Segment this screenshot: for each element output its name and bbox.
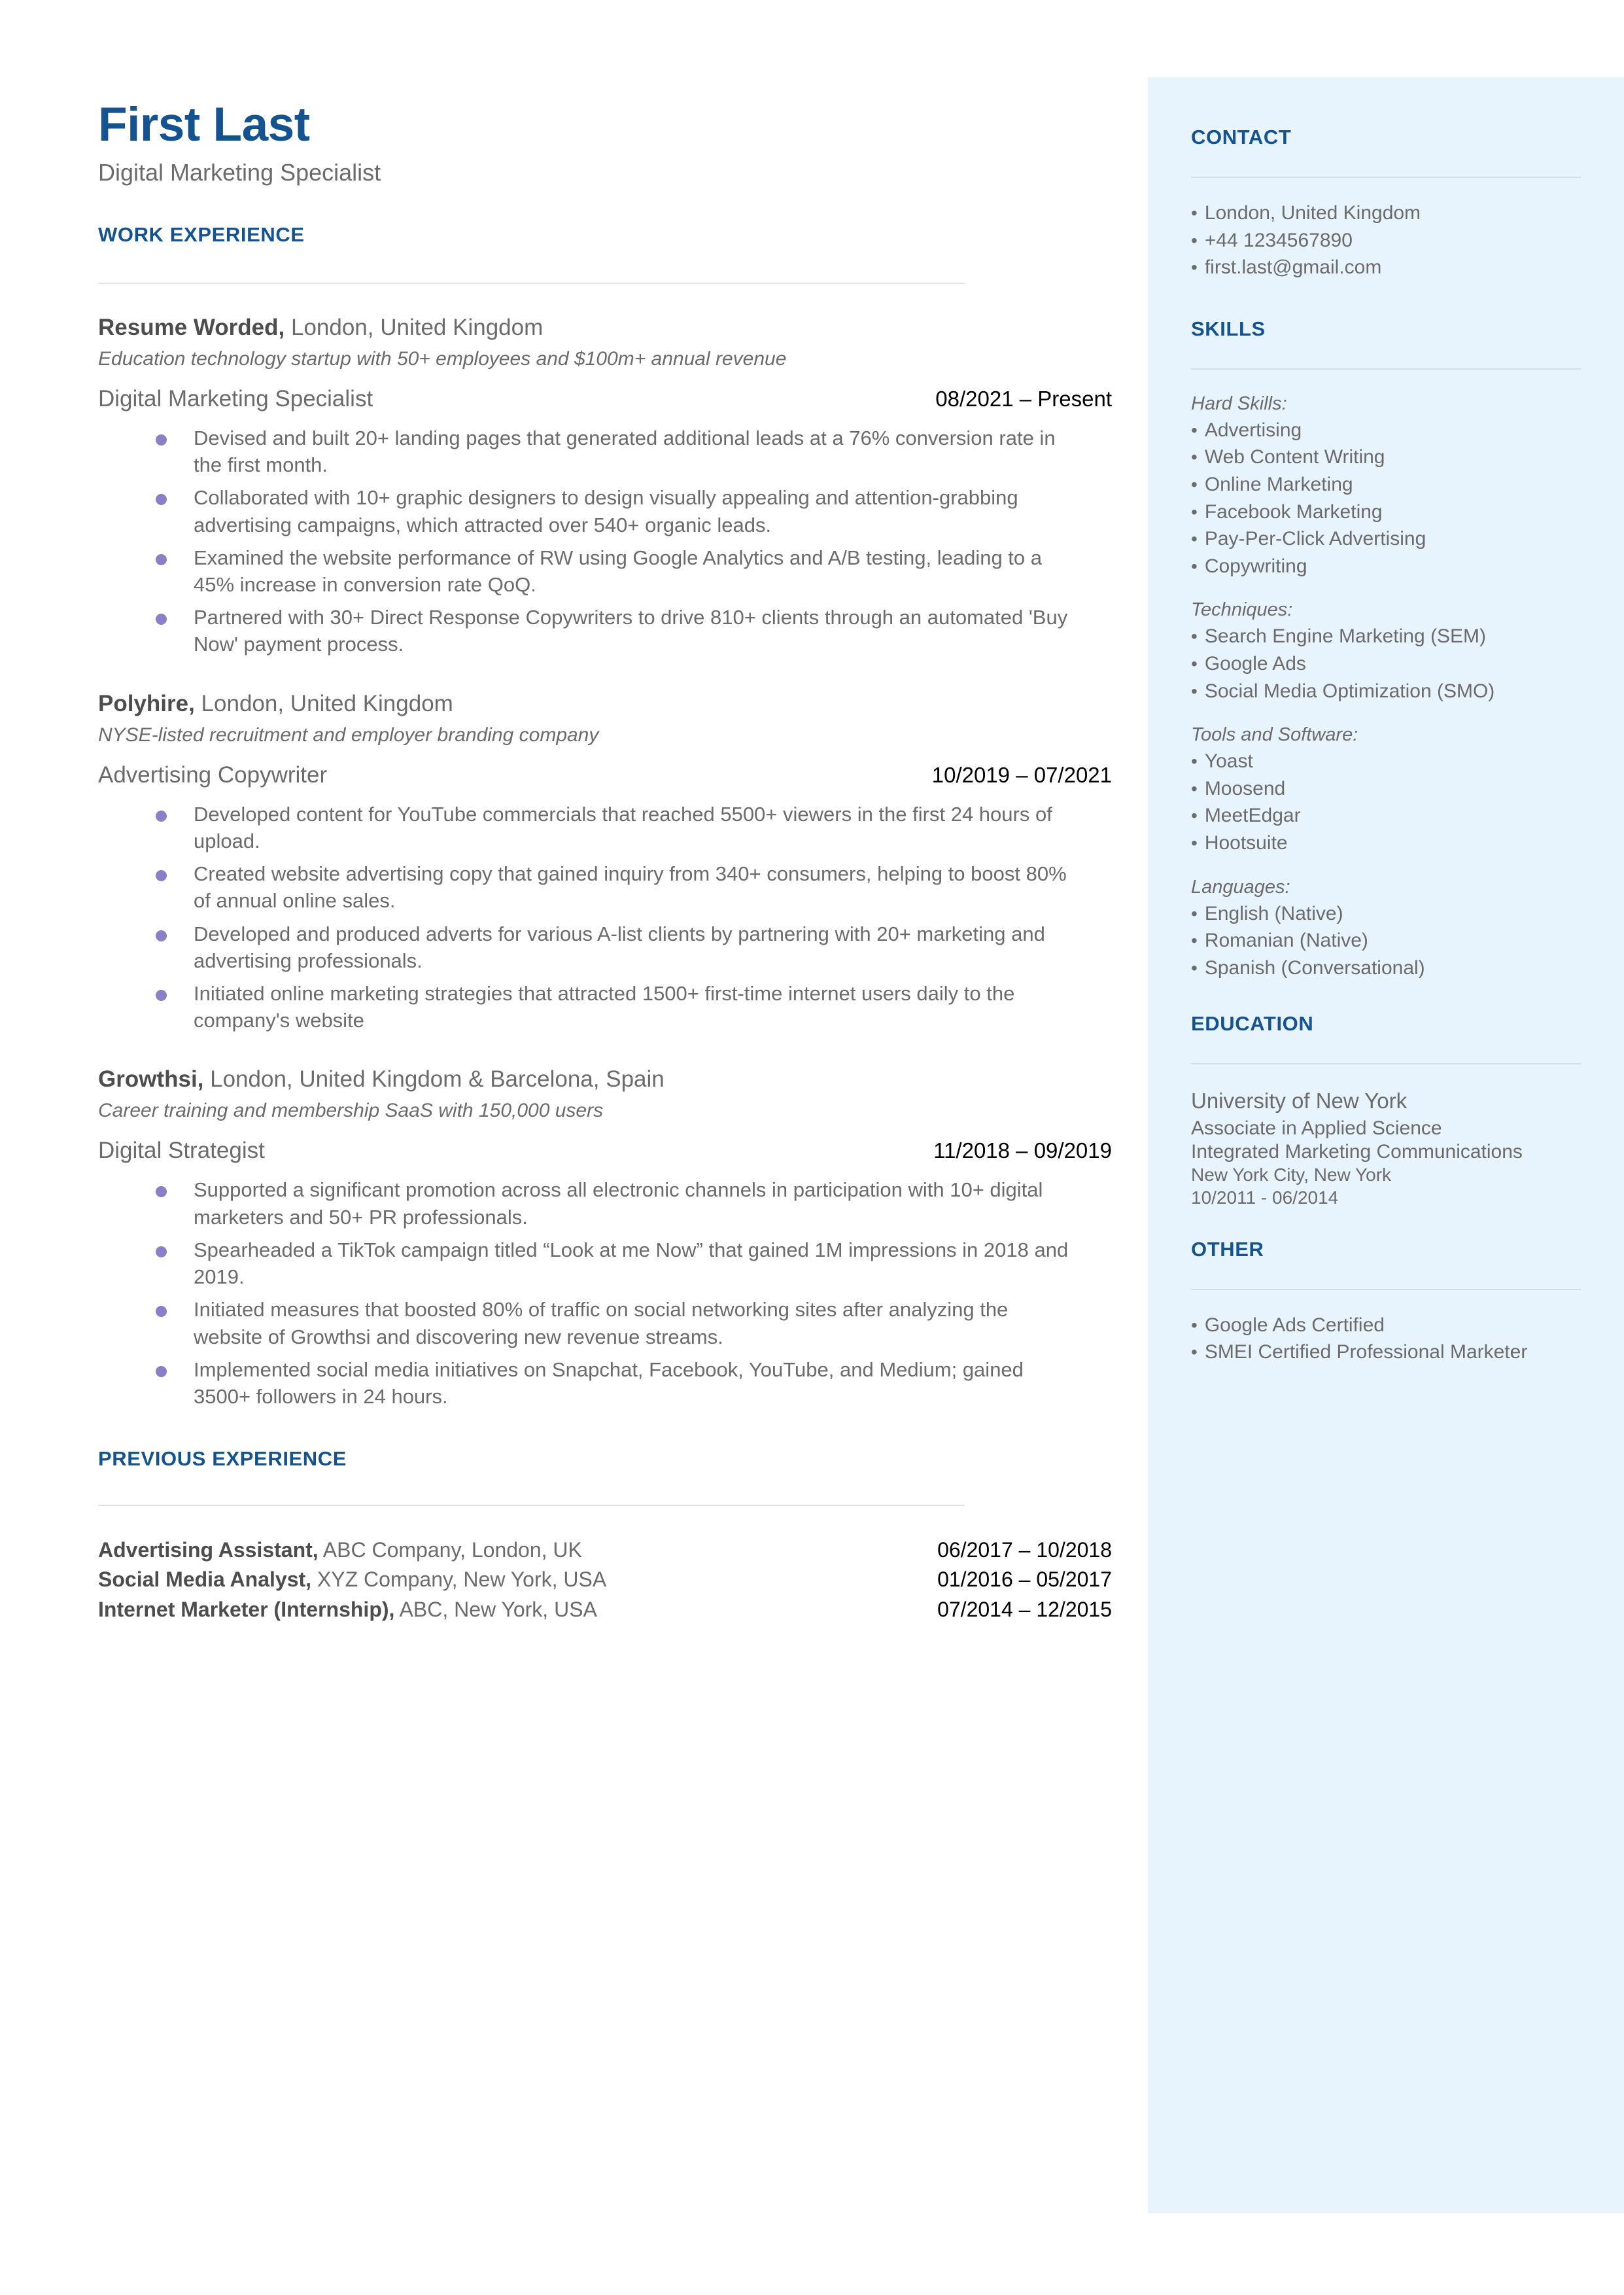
previous-role-company: ABC, New York, USA — [394, 1597, 597, 1621]
skill-item: • Romanian (Native) — [1191, 930, 1368, 952]
education-degree: Associate in Applied Science — [1191, 1117, 1442, 1139]
job-bullet: Examined the website performance of RW using Google Analytics and A/B testing, leading to a 45% increase in conversion rate QoQ. — [156, 544, 1071, 598]
education-school: University of New York — [1191, 1089, 1408, 1113]
skill-item: • MeetEdgar — [1191, 805, 1301, 827]
list-bullet-icon: • — [1191, 653, 1198, 674]
education-dates: 10/2011 - 06/2014 — [1191, 1187, 1339, 1208]
list-bullet-icon: • — [1191, 1314, 1198, 1335]
job-bullet: Created website advertising copy that gained inquiry from 340+ consumers, helping to boost 80% of annual online sales. — [156, 860, 1071, 914]
job-bullet: Spearheaded a TikTok campaign titled “Look at me Now” that gained 1M impressions in 2018 and 2019. — [156, 1236, 1071, 1290]
education-divider — [1191, 1063, 1581, 1064]
skills-group-label: Tools and Software: — [1191, 724, 1358, 746]
contact-item-email[interactable] — [1191, 256, 1581, 280]
list-bullet-icon: • — [1191, 419, 1198, 440]
job-bullet-list — [98, 425, 1118, 658]
page-title: First Last — [98, 98, 310, 151]
job-dates: 08/2021 – Present — [935, 386, 1112, 411]
job-company-name: Polyhire, — [98, 690, 195, 716]
list-bullet-icon: • — [1191, 903, 1198, 924]
skill-item: • Web Content Writing — [1191, 446, 1385, 468]
job-bullet: Initiated online marketing strategies that attracted 1500+ first-time internet users daily to the company's website — [156, 980, 1071, 1034]
job-dates: 11/2018 – 09/2019 — [933, 1138, 1112, 1163]
skill-item: • Pay-Per-Click Advertising — [1191, 528, 1426, 550]
job-company-line — [98, 314, 1118, 342]
job-company-location: London, United Kingdom — [285, 314, 544, 340]
skills-group-tools — [1191, 724, 1581, 855]
previous-role-company: ABC Company, London, UK — [318, 1538, 582, 1562]
list-bullet-icon: • — [1191, 680, 1198, 701]
contact-list — [1191, 201, 1581, 280]
education-field: Integrated Marketing Communications — [1191, 1141, 1523, 1163]
job-company-location: London, United Kingdom — [194, 690, 453, 716]
skill-item: • Hootsuite — [1191, 832, 1288, 854]
sidebar-heading-skills: SKILLS — [1191, 317, 1266, 340]
skill-item: • Online Marketing — [1191, 473, 1353, 495]
skill-item: • English (Native) — [1191, 902, 1343, 924]
list-bullet-icon: • — [1191, 501, 1198, 522]
list-bullet-icon: • — [1191, 203, 1198, 223]
previous-experience-row — [98, 1596, 1112, 1623]
previous-experience-row — [98, 1566, 1112, 1593]
job-dates: 10/2019 – 07/2021 — [931, 762, 1112, 787]
job-bullet: Partnered with 30+ Direct Response Copywriters to drive 810+ clients through an automated 'Buy Now' payment process. — [156, 604, 1071, 657]
skill-item: • Search Engine Marketing (SEM) — [1191, 625, 1486, 648]
skill-item: • Yoast — [1191, 750, 1253, 773]
job-bullet: Supported a significant promotion across all electronic channels in participation with 10+ digital marketers and 50+ PR professionals. — [156, 1176, 1071, 1230]
previous-role-dates: 06/2017 – 10/2018 — [937, 1538, 1112, 1562]
list-bullet-icon: • — [1191, 626, 1198, 647]
skill-item: • Facebook Marketing — [1191, 500, 1383, 523]
skills-group-label: Hard Skills: — [1191, 393, 1287, 414]
previous-role-dates: 07/2014 – 12/2015 — [937, 1597, 1112, 1621]
job-company-line — [98, 1066, 1118, 1093]
previous-role-title: Internet Marketer (Internship), — [98, 1597, 395, 1621]
education-location: New York City, New York — [1191, 1165, 1392, 1185]
job-title: Digital Marketing Specialist — [98, 385, 373, 412]
job-title: Advertising Copywriter — [98, 762, 328, 788]
list-bullet-icon: • — [1191, 1342, 1198, 1363]
previous-role-line — [98, 1536, 582, 1564]
skill-item: • Moosend — [1191, 777, 1286, 799]
job-bullet: Developed and produced adverts for various A-list clients by partnering with 20+ marketing and advertising professionals. — [156, 920, 1071, 974]
skills-divider — [1191, 368, 1581, 370]
job-bullet: Initiated measures that boosted 80% of traffic on social networking sites after analyzing the website of Growthsi and discovering new revenue streams. — [156, 1296, 1071, 1350]
list-bullet-icon: • — [1191, 778, 1198, 799]
job-company-name: Resume Worded, — [98, 314, 285, 340]
list-bullet-icon: • — [1191, 230, 1198, 251]
job-company-description: Career training and membership SaaS with 150,000 users — [98, 1100, 604, 1122]
job-bullet: Collaborated with 10+ graphic designers to design visually appealing and attention-grabbing advertising campaigns, which attracted over 540+ organic leads. — [156, 484, 1071, 538]
sidebar-heading-contact: CONTACT — [1191, 126, 1292, 149]
job-bullet: Implemented social media initiatives on Snapchat, Facebook, YouTube, and Medium; gained 3500+ followers in 24 hours. — [156, 1356, 1071, 1410]
previous-role-title: Social Media Analyst, — [98, 1568, 312, 1592]
list-bullet-icon: • — [1191, 832, 1198, 853]
previous-experience-row — [98, 1536, 1112, 1564]
list-bullet-icon: • — [1191, 257, 1198, 278]
contact-divider — [1191, 177, 1581, 178]
job-bullet-list — [98, 1176, 1118, 1410]
contact-phone-text: +44 1234567890 — [1204, 229, 1353, 251]
previous-role-company: XYZ Company, New York, USA — [311, 1568, 607, 1592]
header-subtitle: Digital Marketing Specialist — [98, 158, 381, 186]
previous-role-dates: 01/2016 – 05/2017 — [937, 1568, 1112, 1592]
list-bullet-icon: • — [1191, 555, 1198, 576]
other-list — [1191, 1314, 1581, 1365]
job-bullet: Devised and built 20+ landing pages that generated additional leads at a 76% conversion rate in the first month. — [156, 425, 1071, 478]
skills-group-techniques — [1191, 599, 1581, 703]
skills-group-label: Techniques: — [1191, 599, 1293, 621]
contact-email-text[interactable]: first.last@gmail.com — [1204, 256, 1382, 279]
skill-item: • Social Media Optimization (SMO) — [1191, 680, 1495, 702]
job-company-line — [98, 690, 1118, 718]
job-company-description: NYSE-listed recruitment and employer branding company — [98, 724, 599, 746]
other-item: • SMEI Certified Professional Marketer — [1191, 1341, 1528, 1363]
skills-group-languages — [1191, 877, 1581, 981]
contact-location-text: London, United Kingdom — [1204, 202, 1421, 224]
previous-role-line — [98, 1566, 606, 1593]
list-bullet-icon: • — [1191, 930, 1198, 951]
list-bullet-icon: • — [1191, 805, 1198, 826]
contact-item-location — [1191, 201, 1581, 226]
job-entry — [98, 314, 1118, 658]
list-bullet-icon: • — [1191, 957, 1198, 978]
list-bullet-icon: • — [1191, 751, 1198, 772]
previous-role-line — [98, 1596, 597, 1623]
job-company-name: Growthsi, — [98, 1066, 204, 1093]
job-title-row — [98, 762, 1112, 789]
section-heading-previous-experience: PREVIOUS EXPERIENCE — [98, 1447, 347, 1471]
skill-item: • Copywriting — [1191, 555, 1307, 577]
skill-item: • Google Ads — [1191, 652, 1306, 674]
list-bullet-icon: • — [1191, 529, 1198, 550]
skill-item: • Advertising — [1191, 419, 1302, 441]
job-company-description: Education technology startup with 50+ employees and $100m+ annual revenue — [98, 347, 787, 370]
list-bullet-icon: • — [1191, 474, 1198, 495]
job-bullet-list — [98, 801, 1118, 1034]
contact-item-phone — [1191, 229, 1581, 253]
list-bullet-icon: • — [1191, 447, 1198, 468]
job-bullet: Developed content for YouTube commercials that reached 5500+ viewers in the first 24 hours of upload. — [156, 801, 1071, 854]
section-heading-work-experience: WORK EXPERIENCE — [98, 222, 305, 246]
other-item: • Google Ads Certified — [1191, 1314, 1385, 1336]
previous-experience-list — [98, 1536, 1118, 1623]
skills-group-hard — [1191, 393, 1581, 579]
sidebar-heading-education: EDUCATION — [1191, 1012, 1314, 1036]
job-title-row — [98, 1137, 1112, 1165]
other-divider — [1191, 1289, 1581, 1290]
education-entry — [1191, 1088, 1581, 1209]
job-entry — [98, 690, 1118, 1034]
sidebar — [1148, 77, 1624, 2213]
sidebar-heading-other: OTHER — [1191, 1237, 1264, 1261]
job-entry — [98, 1066, 1118, 1410]
job-company-location: London, United Kingdom & Barcelona, Spain — [203, 1066, 665, 1093]
skills-group-label: Languages: — [1191, 876, 1290, 898]
skill-item: • Spanish (Conversational) — [1191, 956, 1425, 979]
job-title: Digital Strategist — [98, 1138, 265, 1164]
resume-main-column — [98, 98, 1118, 1625]
job-title-row — [98, 385, 1112, 413]
previous-role-title: Advertising Assistant, — [98, 1538, 319, 1562]
